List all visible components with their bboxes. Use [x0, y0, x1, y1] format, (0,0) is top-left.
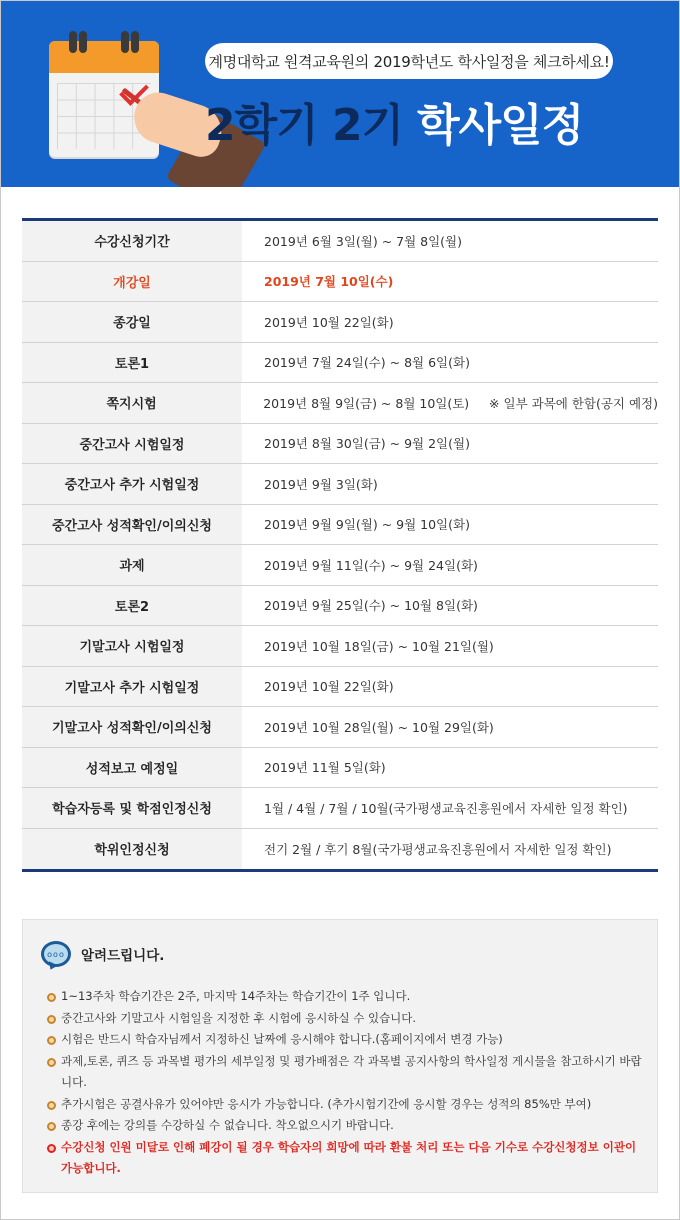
list-item: 시험은 반드시 학습자님께서 지정하신 날짜에 응시해야 합니다.(홈페이지에서 변경 가능) [47, 1029, 647, 1051]
row-value: 2019년 10월 28일(월) ~ 10월 29일(화) [264, 719, 494, 735]
notice-list [47, 986, 647, 1180]
table-row [22, 667, 658, 708]
row-label: 종강일 [22, 302, 242, 342]
table-row [22, 464, 658, 505]
row-label: 학습자등록 및 학점인정신청 [22, 788, 242, 828]
table-row [22, 424, 658, 465]
table-row [22, 545, 658, 586]
row-label: 기말고사 추가 시험일정 [22, 667, 242, 707]
row-value: 2019년 9월 11일(수) ~ 9월 24일(화) [264, 557, 478, 573]
title-part-term: 2학기 2기 [205, 100, 404, 151]
list-item: 종강 후에는 강의를 수강하실 수 없습니다. 착오없으시기 바랍니다. [47, 1115, 647, 1137]
row-label: 중간고사 시험일정 [22, 424, 242, 464]
row-label: 과제 [22, 545, 242, 585]
list-item: 과제,토론, 퀴즈 등 과목별 평가의 세부일정 및 평가배점은 각 과목별 공지사항의 학사일정 게시물을 참고하시기 바랍니다. [47, 1051, 647, 1094]
row-value: 2019년 10월 22일(화) [264, 314, 394, 330]
row-label: 토론1 [22, 343, 242, 383]
row-value: 전기 2월 / 후기 8월(국가평생교육진흥원에서 자세한 일정 확인) [264, 841, 612, 857]
notice-header [41, 938, 164, 970]
row-label: 중간고사 추가 시험일정 [22, 464, 242, 504]
speech-bubble-icon: ooo [41, 941, 71, 967]
row-label: 기말고사 시험일정 [22, 626, 242, 666]
page-title [205, 91, 635, 151]
table-row [22, 788, 658, 829]
notice-title: 알려드립니다. [81, 948, 165, 964]
row-value: 2019년 8월 9일(금) ~ 8월 10일(토) ※ 일부 과목에 한함(공지 예정) [263, 395, 658, 411]
table-row [22, 221, 658, 262]
list-item: 추가시험은 공결사유가 있어야만 응시가 가능합니다. (추가시험기간에 응시할 경우는 성적의 85%만 부여) [47, 1094, 647, 1116]
row-value: 2019년 10월 18일(금) ~ 10월 21일(월) [264, 638, 494, 654]
table-row [22, 343, 658, 384]
row-label: 쪽지시험 [22, 383, 241, 423]
list-item: 중간고사와 기말고사 시험일을 지정한 후 시험에 응시하실 수 있습니다. [47, 1008, 647, 1030]
table-row [22, 302, 658, 343]
row-value: 2019년 10월 22일(화) [264, 679, 394, 695]
row-value: 2019년 7월 24일(수) ~ 8월 6일(화) [264, 355, 470, 371]
row-value: 2019년 9월 9일(월) ~ 9월 10일(화) [264, 517, 470, 533]
row-value: 2019년 8월 30일(금) ~ 9월 2일(월) [264, 436, 470, 452]
notice-box [22, 919, 658, 1193]
table-row [22, 586, 658, 627]
table-row [22, 505, 658, 546]
table-row-highlight [22, 262, 658, 303]
row-label: 수강신청기간 [22, 221, 242, 261]
row-value: 1월 / 4월 / 7월 / 10월(국가평생교육진흥원에서 자세한 일정 확인) [264, 800, 628, 816]
row-label: 기말고사 성적확인/이의신청 [22, 707, 242, 747]
table-row [22, 829, 658, 870]
row-label: 개강일 [22, 262, 242, 302]
row-value: 2019년 6월 3일(월) ~ 7월 8일(월) [264, 233, 462, 249]
header-subtitle: 계명대학교 원격교육원의 2019학년도 학사일정을 체크하세요! [205, 43, 613, 79]
row-value: 2019년 9월 25일(수) ~ 10월 8일(화) [264, 598, 478, 614]
row-label: 학위인정신청 [22, 829, 242, 870]
header-banner [1, 1, 679, 187]
table-row [22, 707, 658, 748]
title-part-schedule: 학사일정 [417, 100, 584, 151]
row-value: 2019년 9월 3일(화) [264, 476, 378, 492]
table-row [22, 748, 658, 789]
schedule-table [22, 218, 658, 872]
table-row [22, 383, 658, 424]
row-label: 중간고사 성적확인/이의신청 [22, 505, 242, 545]
list-item: 1~13주차 학습기간은 2주, 마지막 14주차는 학습기간이 1주 입니다. [47, 986, 647, 1008]
row-value: 2019년 7월 10일(수) [264, 274, 394, 290]
table-row [22, 626, 658, 667]
row-value: 2019년 11월 5일(화) [264, 760, 386, 776]
row-label: 토론2 [22, 586, 242, 626]
row-label: 성적보고 예정일 [22, 748, 242, 788]
list-item-warning: 수강신청 인원 미달로 인해 폐강이 될 경우 학습자의 희망에 따라 환불 처리 또는 다음 기수로 수강신청정보 이관이 가능합니다. [47, 1137, 647, 1180]
